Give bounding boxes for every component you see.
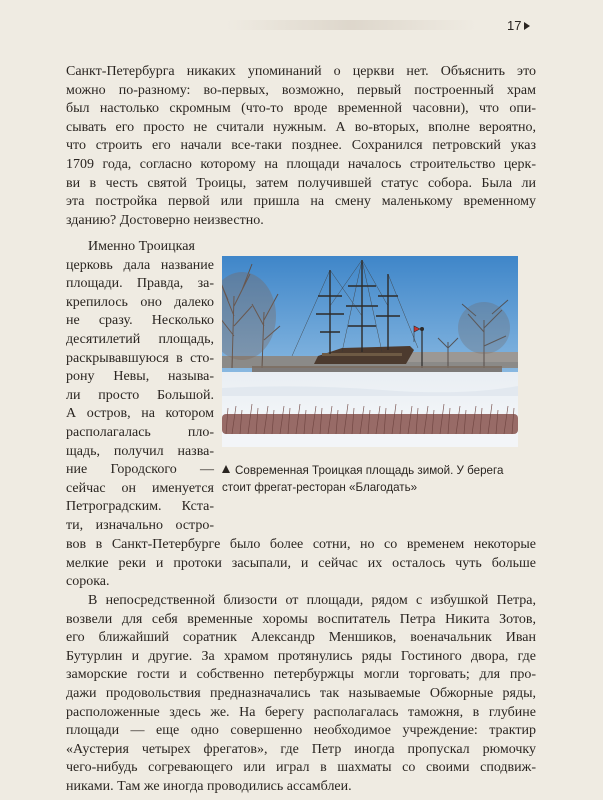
caption-line: стоит фрегат-ресторан «Благодать» bbox=[222, 481, 418, 494]
paragraph-1 bbox=[66, 63, 536, 230]
text-line: вов в Санкт-Петербурге было более сотни, но со временем некоторые bbox=[66, 537, 536, 552]
page-number: 17 bbox=[507, 18, 522, 33]
text-line: никами. Там же иногда проводились ассамблеи. bbox=[66, 778, 352, 794]
text-line: ли просто Большой. bbox=[66, 387, 214, 403]
text-line: дажи продовольствия предназначались так называемые Обжорные ряды, bbox=[66, 685, 536, 701]
text-line: церковь дала название bbox=[66, 257, 214, 273]
text-line: мелкие реки и протоки засыпали, и сейчас их осталось чуть больше bbox=[66, 555, 536, 571]
text-line: эта постройка первой или пришла на смену маленькому временному bbox=[66, 194, 536, 210]
text-line: располагалась пло- bbox=[66, 424, 214, 440]
text-line: сывать его просто не считали нужным. А во-вторых, вполне вероятно, bbox=[66, 119, 536, 135]
text-line: площади. Правда, за- bbox=[66, 276, 214, 292]
text-line: Именно Троицкая bbox=[88, 239, 195, 254]
caption-line: Современная Троицкая площадь зимой. У берега bbox=[235, 464, 504, 477]
text-line: крепилось оно далеко bbox=[66, 294, 214, 310]
text-line: ние Городского — bbox=[66, 462, 214, 478]
text-line: можно по-разному: во-первых, возможно, первый построенный храм bbox=[66, 82, 536, 98]
text-line: «Аустерия четырех фрегатов», где Петр иногда пропускал рюмочку bbox=[66, 741, 536, 757]
text-line: Петроградским. Кста- bbox=[66, 499, 214, 515]
text-line: Санкт-Петербурга никаких упоминаний о церкви нет. Объяснить это bbox=[66, 64, 536, 79]
photo-caption bbox=[222, 462, 522, 496]
text-line: ти, изначально остро- bbox=[66, 517, 214, 533]
text-line: В непосредственной близости от площади, рядом с избушкой Петра, bbox=[88, 593, 536, 608]
text-line: что строить его начали все-таки позднее. Сохранился петровский указ bbox=[66, 138, 536, 154]
header-running-title-faint bbox=[226, 20, 476, 30]
text-line: раскрывавшуюся в сто- bbox=[66, 350, 214, 366]
text-line: площади — еще одно совершенно необходимое учреждение: трактир bbox=[66, 723, 536, 739]
text-line: не сразу. Несколько bbox=[66, 313, 214, 329]
paragraph-3 bbox=[66, 592, 536, 797]
text-line: ви в честь святой Троицы, затем получившей статус собора. Была ли bbox=[66, 175, 536, 191]
text-line: щадь, получил назва- bbox=[66, 443, 214, 459]
text-line: А остров, на котором bbox=[66, 406, 214, 422]
text-line: расположенные здесь же. На берегу располагалась таможня, в глубине bbox=[66, 704, 536, 720]
text-line: чего-нибудь согревающего или играл в шахматы со своими сподвиж- bbox=[66, 760, 536, 776]
paragraph-2-column bbox=[66, 238, 214, 536]
text-line: заморские гости и собственно петербуржцы могли торговать; для про- bbox=[66, 667, 536, 683]
triangle-up-icon bbox=[222, 465, 230, 473]
text-line: рону Невы, называ- bbox=[66, 369, 214, 385]
text-line: его ближайший соратник Александр Меншиков, военачальник Иван bbox=[66, 630, 536, 646]
page-header bbox=[0, 0, 603, 40]
arrow-right-icon bbox=[524, 22, 530, 30]
text-line: сейчас он именуется bbox=[66, 480, 214, 496]
paragraph-2-continuation bbox=[66, 536, 536, 592]
text-line: возвели для себя временные хоромы воспитатель Петра Никита Зотов, bbox=[66, 611, 536, 627]
text-line: зданию? Достоверно неизвестно. bbox=[66, 212, 264, 228]
photo-trinity-square-winter bbox=[222, 256, 518, 447]
text-line: был настолько скромным (что-то вроде временной часовни), что опи- bbox=[66, 101, 536, 117]
text-line: сорока. bbox=[66, 574, 110, 590]
text-line: десятилетий площадь, bbox=[66, 331, 214, 347]
text-line: Бутурлин и другие. За храмом протянулись ряды Гостиного двора, где bbox=[66, 648, 536, 664]
text-line: 1709 года, согласно которому на площади началось строительство церк- bbox=[66, 156, 536, 172]
